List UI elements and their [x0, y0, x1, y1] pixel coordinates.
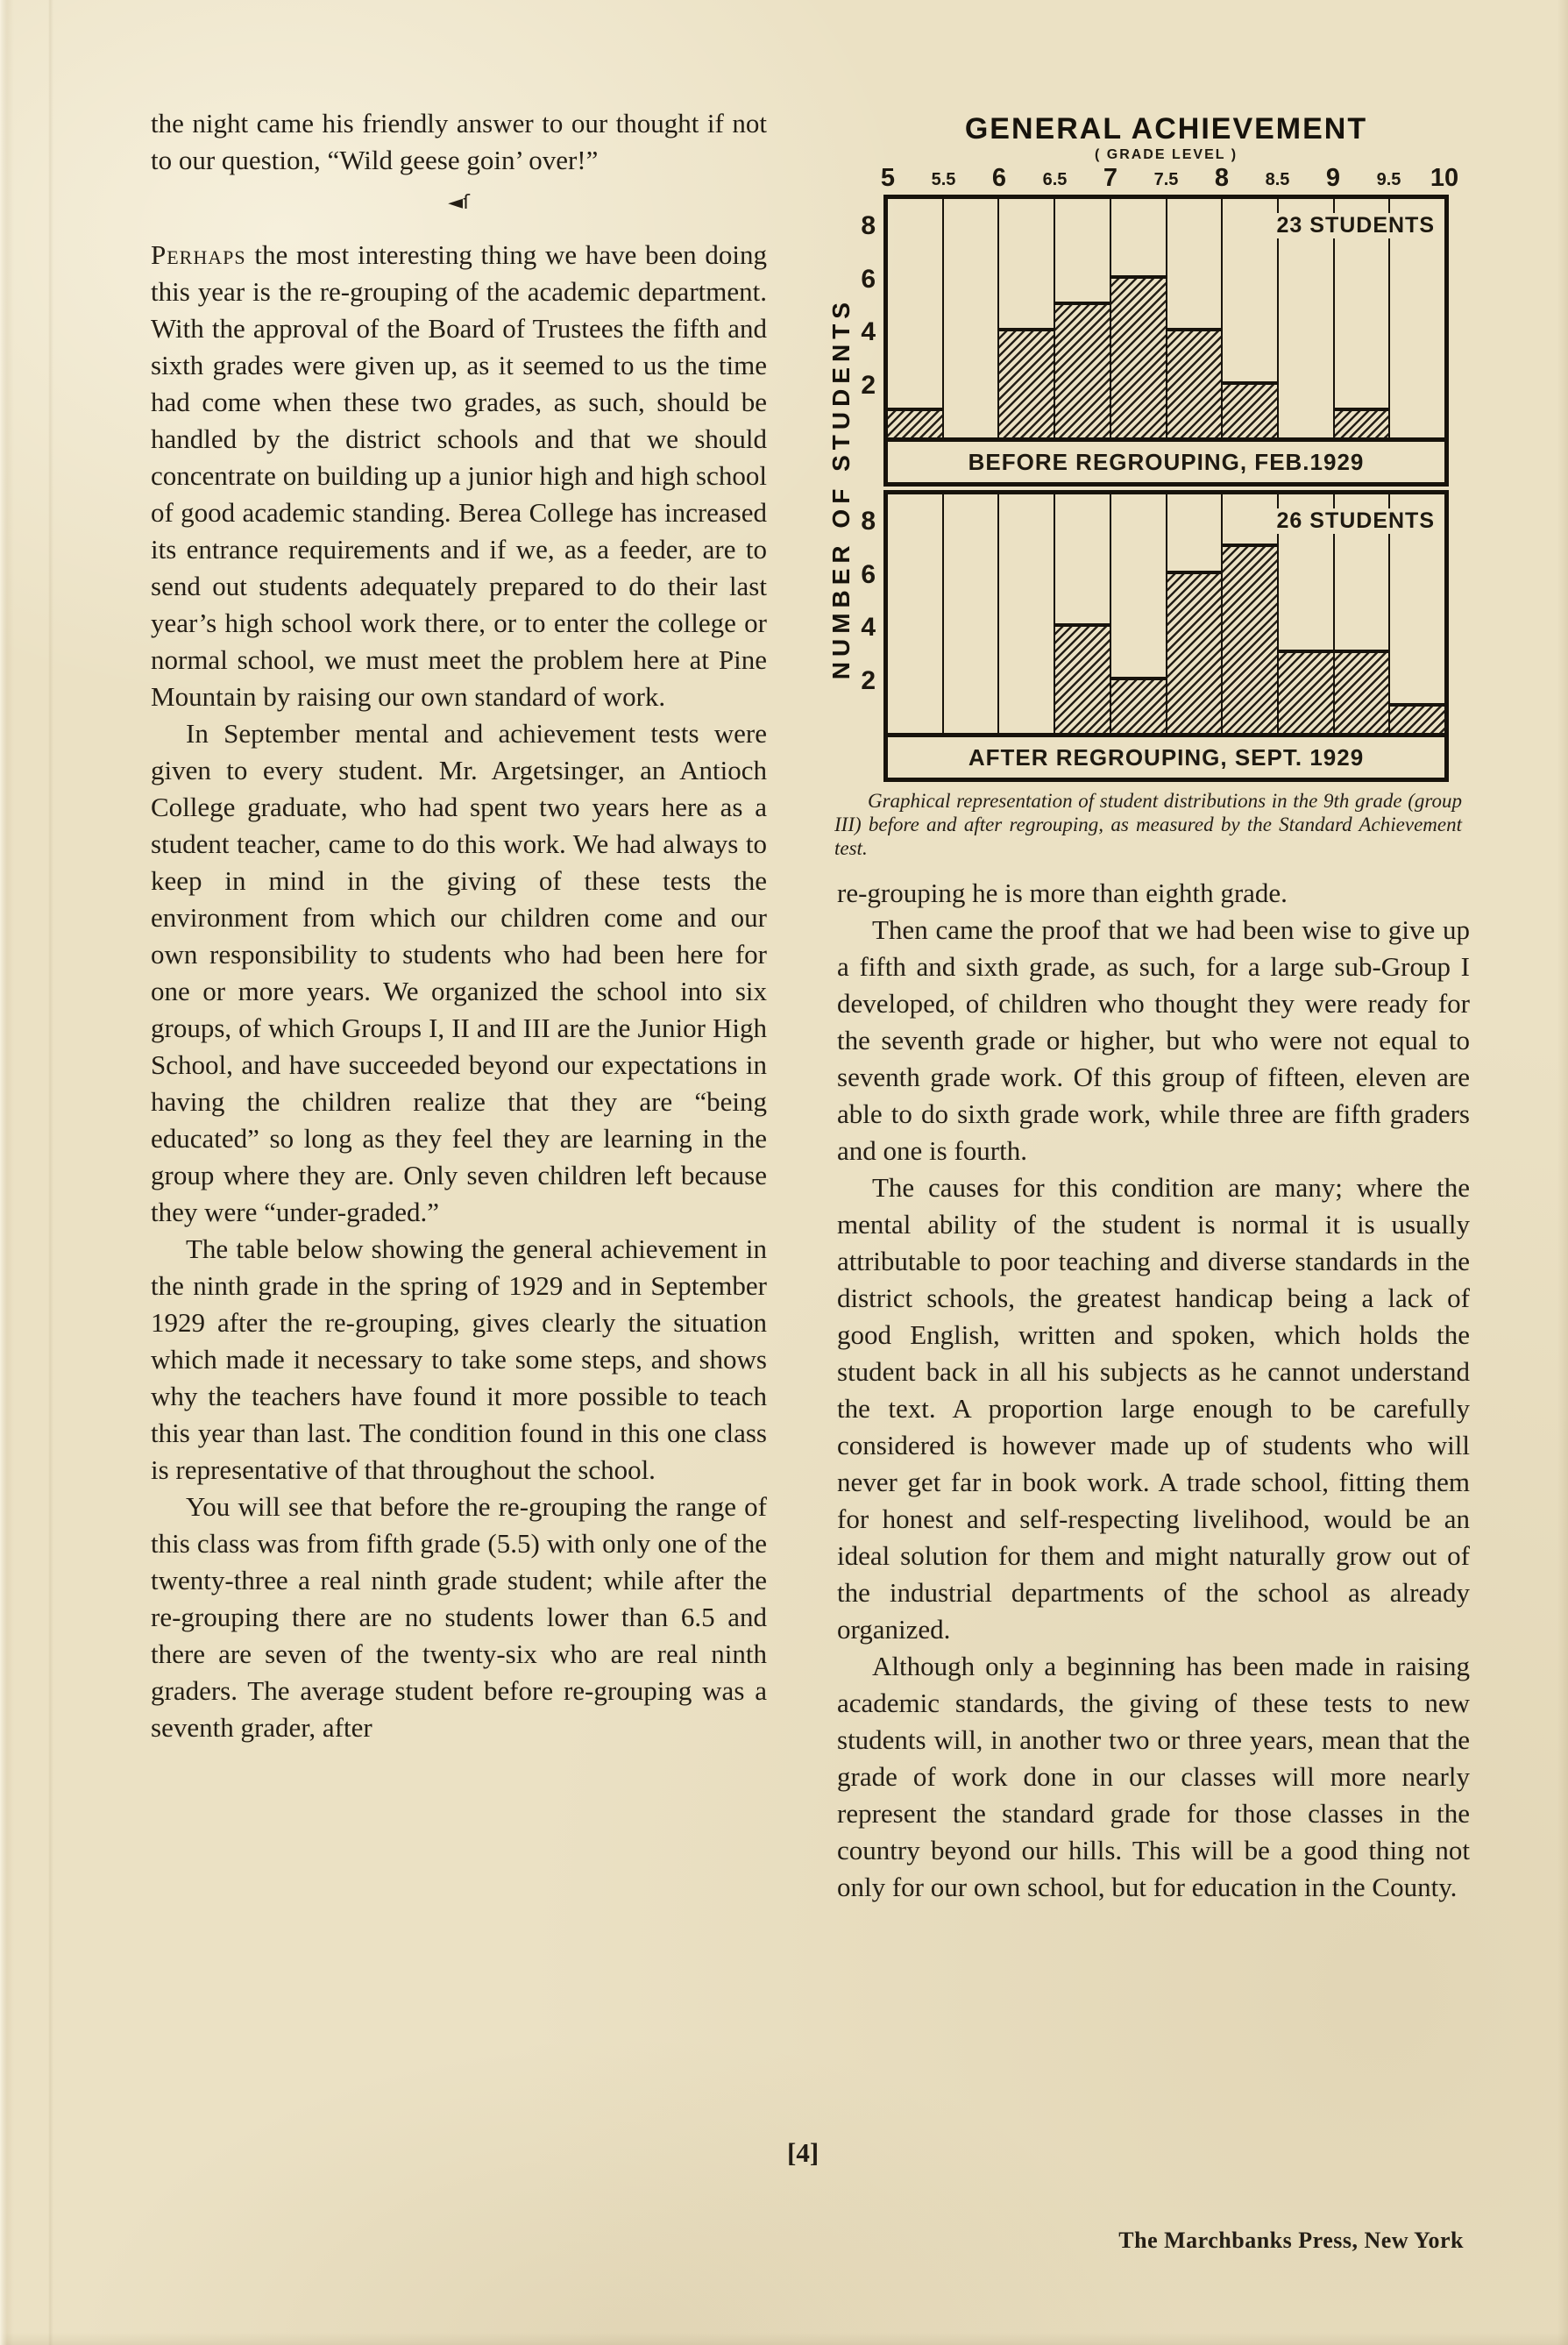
histogram-bar: [1111, 275, 1166, 437]
paragraph: Perhaps the most interesting thing we have been doing this year is the re-grouping of the academic department. With the approval of the Board of Trustees the fifth and sixth grades were given up, as it seemed to us the time had come when these two grades, as such, should be handled by the district schools and that we should concentrate on building up a junior high and high school of good academic standing. Berea College has increased its entrance requirements and if we, as a feeder, are to send out students adequately prepared to do their last year’s high school work there, or to enter the college or normal school, we must meet the problem here at Pine Mountain by raising our own standard of work.: [151, 239, 767, 712]
histogram-bar: [1111, 677, 1166, 733]
histogram-bin: [997, 199, 1054, 437]
histogram-bin: [1166, 199, 1222, 437]
histogram-bin: [1110, 199, 1166, 437]
x-tick: 6.5: [1042, 170, 1068, 189]
printer-imprint: The Marchbanks Press, New York: [1118, 2228, 1464, 2253]
histogram-bin: [888, 494, 942, 733]
achievement-chart: [824, 112, 1480, 860]
histogram-bin: [942, 494, 998, 733]
y-tick: 2: [861, 370, 876, 400]
left-column: [151, 105, 767, 1746]
y-axis-label: NUMBER OF STUDENTS: [827, 297, 855, 680]
after-student-count-annotation: 26 STUDENTS: [1273, 508, 1439, 534]
histogram-bin: [888, 199, 942, 437]
histogram-bin: [997, 494, 1054, 733]
right-column-paragraphs: [837, 875, 1470, 1906]
histogram-bin: [1054, 494, 1110, 733]
x-tick: 8.5: [1265, 170, 1290, 189]
paragraph: Then came the proof that we had been wise to give up a fifth and sixth grade, as such, for a large sub-Group I developed, of children who thought they were ready for the seventh grade or higher, but who were not equal to seventh grade work. Of this group of fifteen, eleven are able to do sixth grade work, while three are fifth graders and one is fourth.: [837, 914, 1470, 1166]
histogram-panel-after: [861, 490, 1449, 782]
opening-paragraph: the night came his friendly answer to our thought if not to our question, “Wild geese goin’ over!”: [151, 108, 767, 175]
histogram-bin: [1221, 199, 1277, 437]
histogram-bar: [888, 408, 942, 437]
histogram-bar: [1390, 703, 1444, 733]
chart-title: GENERAL ACHIEVEMENT: [964, 112, 1368, 146]
histogram-bin: [1166, 494, 1222, 733]
histogram-bin: [942, 199, 998, 437]
section-divider-ornament-icon: ◄ſ: [448, 192, 470, 214]
histogram-bar: [999, 328, 1054, 437]
y-tick: 8: [861, 507, 876, 537]
left-column-paragraphs: [151, 237, 767, 1746]
paragraph: re-grouping he is more than eighth grade.: [837, 878, 1288, 908]
x-tick: 7: [1103, 164, 1118, 192]
histogram-panel-before: [861, 195, 1449, 487]
x-tick: 5.5: [931, 170, 956, 189]
chart-subtitle: ( GRADE LEVEL ): [1094, 147, 1238, 162]
y-tick: 8: [861, 211, 876, 241]
x-tick: 7.5: [1153, 170, 1179, 189]
histogram-bar: [1055, 623, 1110, 733]
page-number: [4]: [787, 2137, 819, 2168]
paragraph: You will see that before the re-grouping the range of this class was from fifth grade (5.5) with only one of the twenty-three a real ninth grade student; while after the re-grouping there are no students lower than 6.5 and there are seven of the twenty-six who are real ninth graders. The average student before re-grouping was a seventh grader, after: [151, 1491, 767, 1743]
small-caps-lead: Perhaps: [151, 239, 246, 270]
before-panel-label: BEFORE REGROUPING, FEB.1929: [888, 437, 1444, 482]
x-tick: 8: [1214, 164, 1230, 192]
y-tick: 4: [861, 613, 876, 643]
paragraph: The causes for this condition are many; where the mental ability of the student is normal it is usually attributable to poor teaching and diverse standards in the district schools, the greatest handicap being a lack of good English, written and spoken, which holds the student back in all his subjects as he cannot understand the text. A proportion large enough to be carefully considered is however made up of students who will never get far in book work. A trade school, fitting them for honest and self-respecting livelihood, would be an ideal solution for them and might naturally grow out of the industrial departments of the school as already organized.: [837, 1172, 1470, 1645]
histogram-bin: [1110, 494, 1166, 733]
x-tick: 5: [880, 164, 896, 192]
histogram-bar: [1223, 544, 1277, 733]
histogram-bin: [1221, 494, 1277, 733]
x-tick: 9: [1325, 164, 1341, 192]
y-tick: 4: [861, 317, 876, 347]
after-plot: [861, 494, 1444, 733]
x-tick: 9.5: [1376, 170, 1401, 189]
x-tick: 6: [991, 164, 1007, 192]
figure-caption: Graphical representation of student distributions in the 9th grade (group III) before and after regrouping, as measured by the Standard Achievement test.: [834, 790, 1462, 859]
grade-level-axis: [880, 164, 1459, 195]
y-tick: 2: [861, 665, 876, 695]
histogram-bar: [1223, 381, 1277, 437]
y-tick: 6: [861, 559, 876, 589]
histogram-bar: [1167, 328, 1222, 437]
x-tick: 10: [1430, 164, 1459, 192]
right-column: [837, 875, 1470, 1906]
histogram-bar: [1055, 302, 1110, 437]
histogram-bin: [1054, 199, 1110, 437]
chart-frame-area: [861, 112, 1459, 782]
after-panel-label: AFTER REGROUPING, SEPT. 1929: [888, 733, 1444, 778]
y-tick: 6: [861, 264, 876, 294]
paragraph: Although only a beginning has been made in raising academic standards, the giving of these tests to new students will, in another two or three years, mean that the grade of work done in our classes will more nearly represent the standard grade for those classes in the country beyond our hills. This will be a good thing not only for our own school, but for education in the County.: [837, 1651, 1470, 1902]
before-plot: [861, 199, 1444, 437]
paragraph: The table below showing the general achievement in the ninth grade in the spring of 1929 and in September 1929 after the re-grouping, gives clearly the situation which made it necessary to take some steps, and shows why the teachers have found it more possible to teach this year than last. The condition found in this one class is representative of that throughout the school.: [151, 1233, 767, 1485]
histogram-bar: [1279, 650, 1333, 733]
histogram-bar: [1167, 571, 1222, 733]
paragraph: In September mental and achievement tests were given to every student. Mr. Argetsinger, an Antioch College graduate, who had spent two years here as a student teacher, came to do this work. We had always to keep in mind in the giving of these tests the environment from which our children come and our own responsibility to students who had been here for one or more years. We organized the school into six groups, of which Groups I, II and III are the Junior High School, and have succeeded beyond our expectations in having the children realize that they are “being educated” so long as they feel they are learning in the group where they are. Only seven children left because they were “under-graded.”: [151, 718, 767, 1227]
histogram-bar: [1335, 650, 1389, 733]
histogram-bar: [1335, 408, 1389, 437]
before-student-count-annotation: 23 STUDENTS: [1273, 213, 1439, 238]
